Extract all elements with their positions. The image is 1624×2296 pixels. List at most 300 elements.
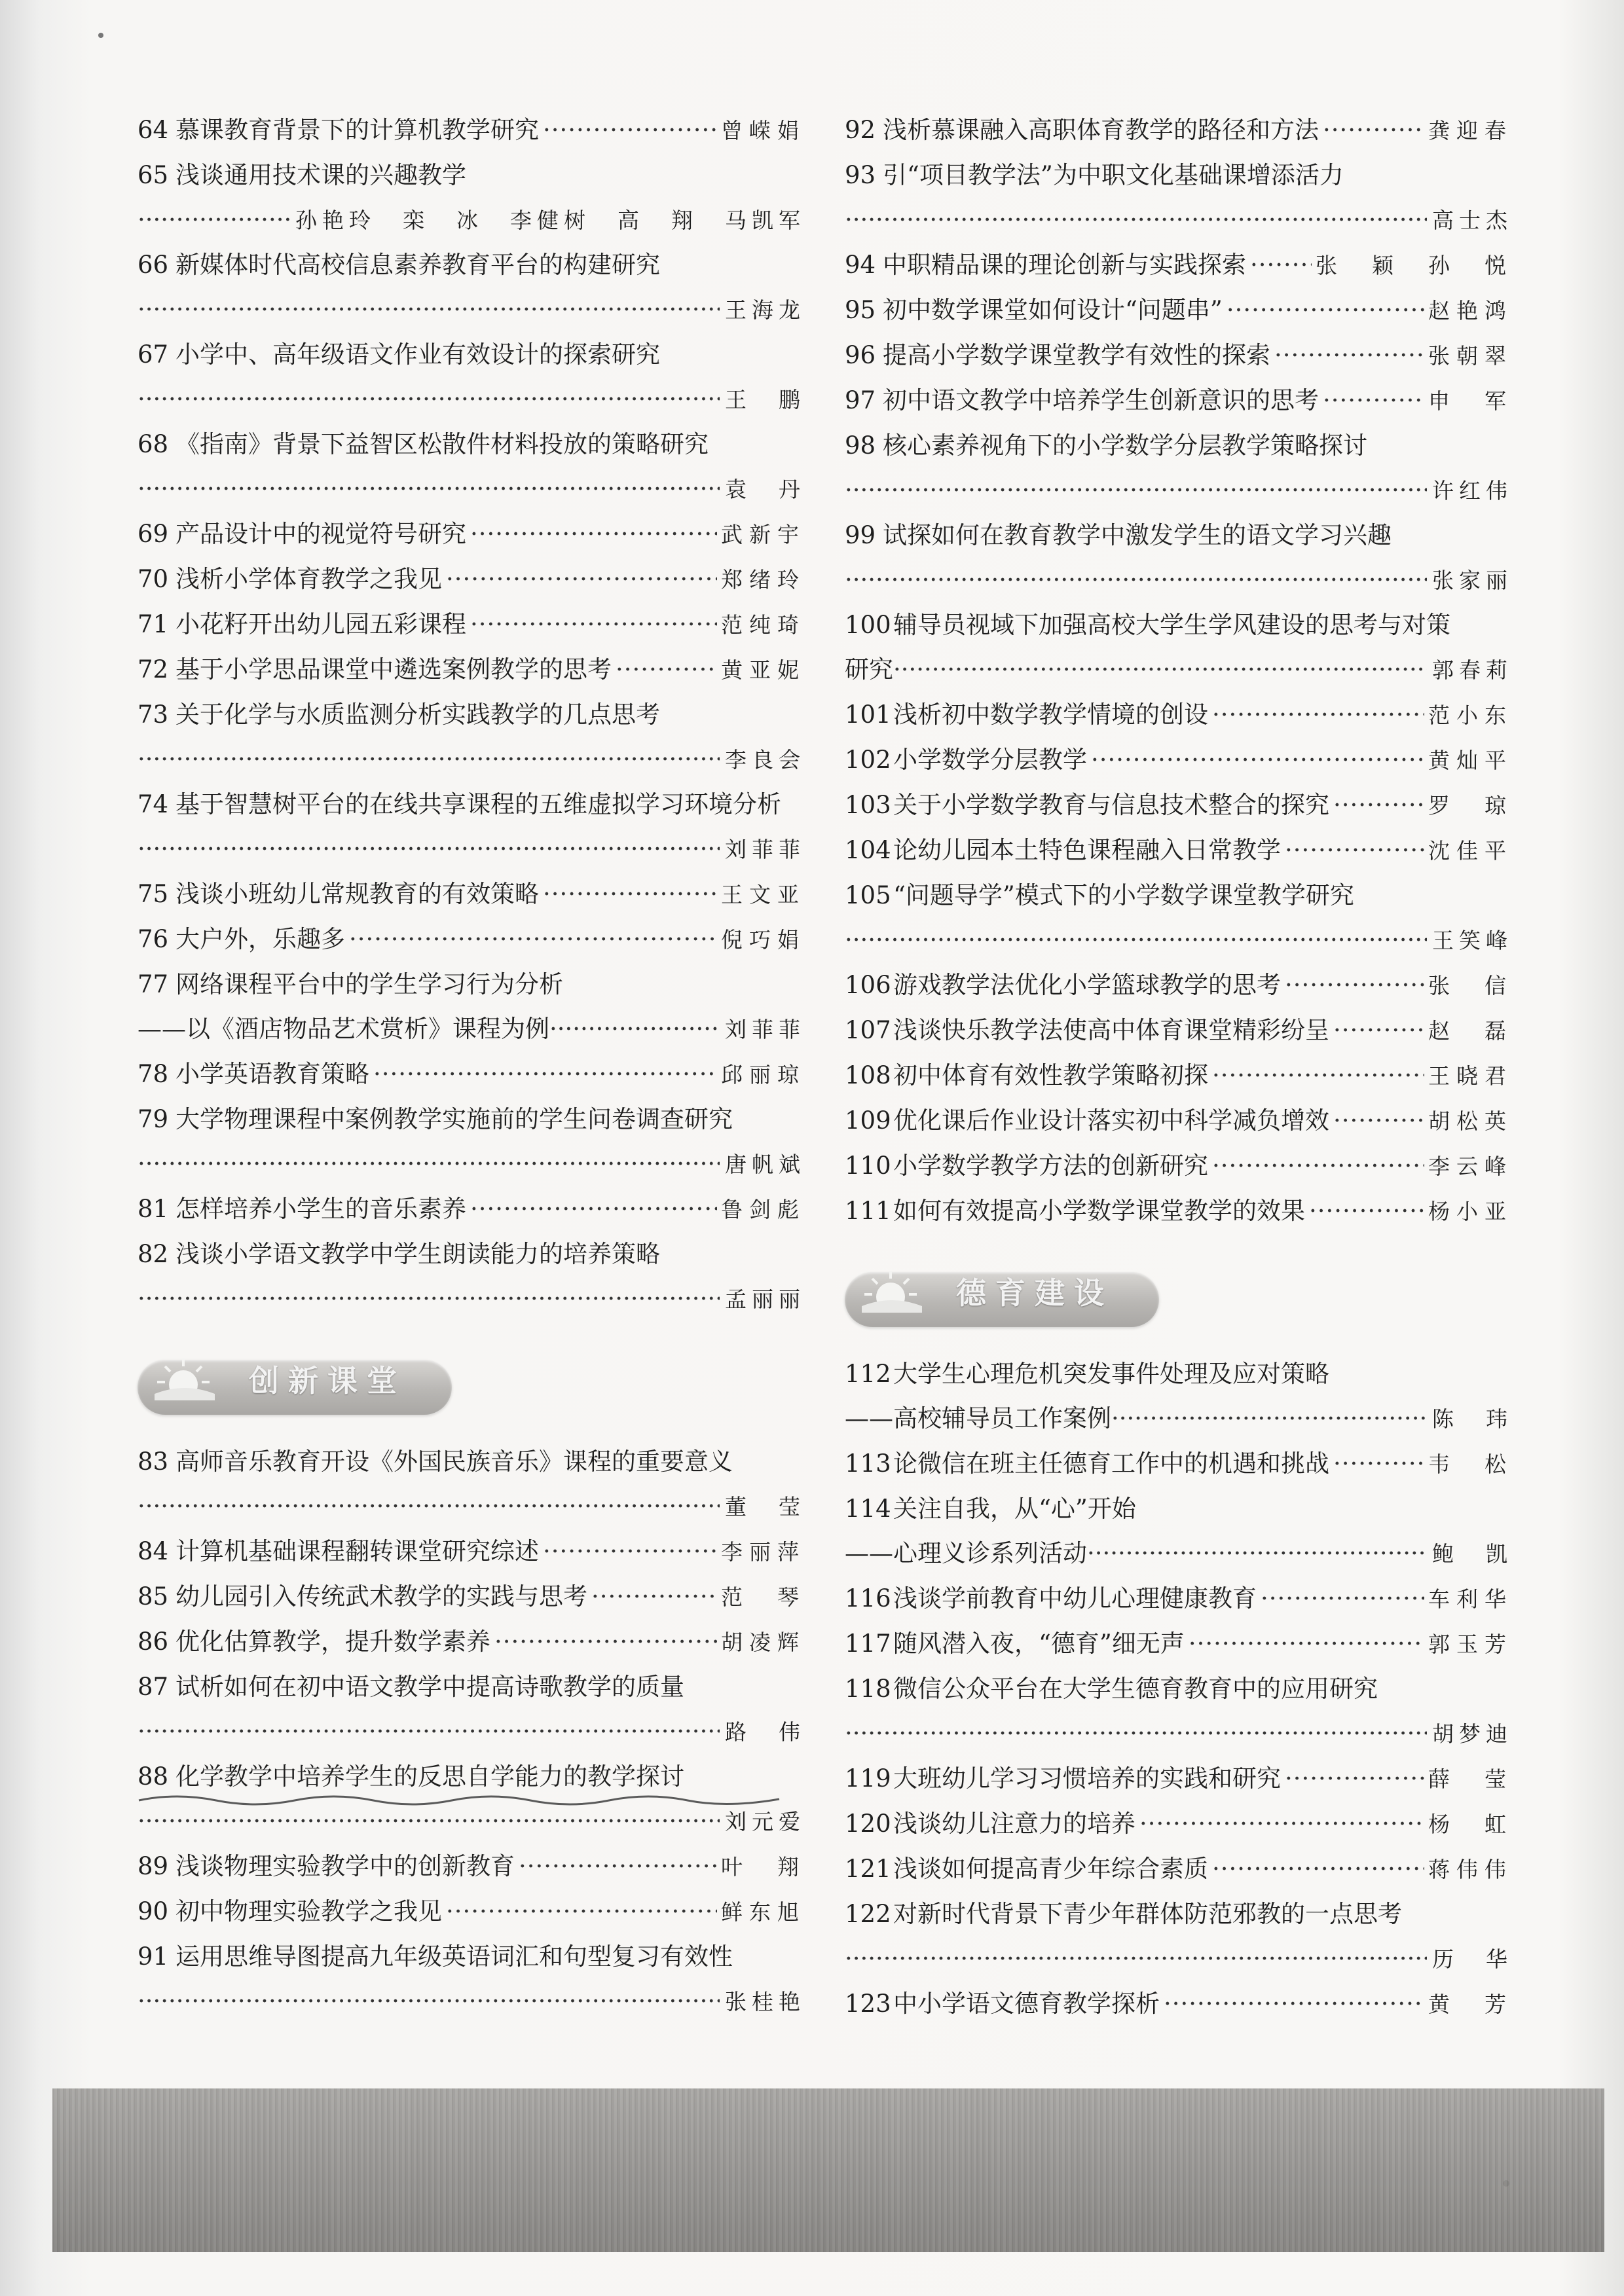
toc-row-continued: [845, 918, 1513, 963]
entry-number: 89: [138, 1852, 169, 1880]
toc-entry[interactable]: [138, 1889, 805, 1935]
toc-entry[interactable]: [138, 333, 805, 422]
toc-entry[interactable]: [845, 1144, 1513, 1189]
toc-row: [845, 288, 1513, 333]
leader-dots: [1139, 1802, 1424, 1846]
entry-title-wrap: [845, 783, 1329, 828]
toc-entry[interactable]: [845, 153, 1513, 243]
entry-title: 产品设计中的视觉符号研究: [175, 520, 466, 548]
entry-author: 陈 玮: [1432, 1406, 1513, 1432]
entry-title: “问题导学”模式下的小学数学课堂教学研究: [893, 881, 1354, 909]
entry-title: 提高小学数学课堂教学有效性的探索: [883, 341, 1270, 369]
leader-dots: [1111, 1396, 1427, 1441]
toc-row: [845, 1982, 1513, 2027]
right-entries-group: [845, 1352, 1513, 2027]
toc-row: [138, 1665, 805, 1709]
entry-title-wrap: [138, 1575, 587, 1619]
toc-entry[interactable]: [845, 1802, 1513, 1847]
toc-entry[interactable]: [138, 1232, 805, 1322]
toc-entry[interactable]: [138, 1620, 805, 1665]
toc-entry[interactable]: [138, 1575, 805, 1620]
entry-number: 84: [138, 1537, 169, 1565]
entry-number: 121: [845, 1855, 891, 1883]
scan-speck: [98, 33, 103, 38]
entry-number: 118: [845, 1675, 891, 1703]
toc-row-continued: [138, 287, 805, 333]
leader-dots: [1164, 1982, 1424, 2026]
toc-entry[interactable]: [138, 153, 805, 243]
entry-author: 范小东: [1428, 702, 1513, 728]
entry-title-wrap: [138, 872, 539, 917]
leader-dots: [1212, 693, 1424, 737]
entry-title-wrap: [138, 1844, 515, 1889]
leader-dots: [845, 1711, 1427, 1756]
toc-entry[interactable]: [138, 1097, 805, 1187]
toc-entry[interactable]: [138, 512, 805, 557]
leader-dots: [543, 872, 717, 917]
toc-row: [138, 1935, 805, 1979]
toc-entry[interactable]: [845, 1487, 1513, 1576]
toc-row: [845, 333, 1513, 378]
leader-dots: [1261, 1576, 1424, 1621]
toc-row: [138, 422, 805, 467]
entry-title-wrap: [845, 1847, 1208, 1891]
toc-entry[interactable]: [845, 243, 1513, 288]
entry-author: 王晓君: [1428, 1063, 1513, 1089]
entry-number: 119: [845, 1764, 891, 1793]
toc-row: [845, 513, 1513, 558]
toc-row: [845, 1189, 1513, 1234]
entry-title: 引“项目教学法”为中职文化基础课增添活力: [883, 161, 1344, 189]
toc-entry[interactable]: [845, 1053, 1513, 1099]
toc-entry[interactable]: [138, 1844, 805, 1889]
toc-entry[interactable]: [138, 693, 805, 782]
toc-row: [845, 1053, 1513, 1099]
entry-author: 胡松英: [1428, 1108, 1513, 1134]
entry-title: 基于智慧树平台的在线共享课程的五维虚拟学习环境分析: [175, 790, 781, 818]
entry-title-wrap: [845, 378, 1319, 423]
entry-title: 大班幼儿学习习惯培养的实践和研究: [893, 1764, 1281, 1793]
entry-number: 93: [845, 161, 876, 189]
entry-title: 浅谈快乐教学法使高中体育课堂精彩纷呈: [893, 1016, 1329, 1044]
leader-dots: [549, 1007, 720, 1051]
toc-entry[interactable]: [845, 603, 1513, 693]
entry-title-wrap: [845, 693, 1208, 737]
toc-entry[interactable]: [138, 108, 805, 153]
entry-number: 101: [845, 701, 891, 729]
toc-entry[interactable]: [845, 828, 1513, 873]
entry-number: 104: [845, 836, 891, 864]
entry-title-wrap: [845, 828, 1281, 873]
toc-entry[interactable]: [138, 602, 805, 647]
toc-row: [138, 153, 805, 198]
toc-entry[interactable]: [138, 872, 805, 917]
toc-entry[interactable]: [138, 1187, 805, 1232]
entry-title: 小花籽开出幼儿园五彩课程: [175, 610, 466, 638]
entry-author: 杨 虹: [1428, 1812, 1513, 1837]
entry-author: 刘元爱: [725, 1809, 805, 1834]
entry-title: 中小学语文德育教学探析: [893, 1990, 1160, 2018]
entry-author: 李丽萍: [721, 1539, 805, 1565]
entry-number: 123: [845, 1990, 891, 2018]
leader-dots: [1189, 1622, 1424, 1666]
toc-row-continued: [845, 198, 1513, 243]
entry-author: 董 莹: [725, 1494, 805, 1520]
leader-dots: [1212, 1847, 1424, 1891]
entry-title: 大学生心理危机突发事件处理及应对策略: [893, 1360, 1329, 1388]
toc-row: [845, 108, 1513, 153]
right-entries-group: [845, 108, 1513, 1234]
toc-row: [845, 1442, 1513, 1487]
leader-dots: [845, 558, 1427, 602]
toc-row: [845, 1099, 1513, 1144]
toc-row-continued: [845, 1396, 1513, 1442]
toc-row: [845, 153, 1513, 198]
entry-author: 张 信: [1428, 973, 1513, 998]
entry-title: 优化课后作业设计落实初中科学减负增效: [893, 1106, 1329, 1135]
entry-author: 赵艳鸿: [1428, 298, 1513, 323]
leader-dots: [845, 1937, 1427, 1981]
toc-entry[interactable]: [138, 1755, 805, 1844]
toc-entry[interactable]: [138, 1440, 805, 1529]
toc-entry[interactable]: [845, 513, 1513, 603]
entry-author: 倪巧娟: [721, 927, 805, 953]
toc-entry[interactable]: [845, 1847, 1513, 1892]
entry-number: 112: [845, 1360, 891, 1388]
leader-dots: [1333, 783, 1424, 828]
toc-entry[interactable]: [138, 422, 805, 512]
entry-number: 120: [845, 1810, 891, 1838]
entry-title: 浅析初中数学教学情境的创设: [893, 701, 1208, 729]
entry-title: 浅谈通用技术课的兴趣教学: [175, 161, 466, 189]
toc-row: [138, 1440, 805, 1484]
leader-dots: [1274, 333, 1424, 378]
entry-number: 97: [845, 386, 876, 414]
entry-title: 网络课程平台中的学生学习行为分析: [175, 970, 563, 998]
entry-author: 张家丽: [1432, 568, 1513, 593]
entry-title: 大户外，乐趣多: [175, 925, 345, 953]
entry-number: 92: [845, 116, 876, 144]
toc-entry[interactable]: [845, 693, 1513, 738]
toc-entry[interactable]: [845, 378, 1513, 424]
toc-entry[interactable]: [845, 738, 1513, 783]
toc-row: [845, 243, 1513, 288]
entry-author: 黄 芳: [1428, 1992, 1513, 2017]
entry-author: 刘菲菲: [725, 837, 805, 862]
toc-row: [138, 1232, 805, 1277]
leader-dots: [1309, 1189, 1424, 1233]
entry-title-wrap: [138, 512, 466, 556]
leader-dots: [616, 647, 717, 692]
entry-author: 邱丽琼: [721, 1062, 805, 1087]
toc-row: [138, 602, 805, 647]
toc-entry[interactable]: [845, 1442, 1513, 1487]
entry-title-wrap: [845, 243, 1246, 287]
entry-title: 关注自我，从“心”开始: [893, 1495, 1136, 1523]
entry-number: 66: [138, 251, 169, 279]
toc-entry[interactable]: [845, 1667, 1513, 1757]
entry-title-wrap: [845, 1982, 1160, 2026]
entry-subtitle: ——高校辅导员工作案例: [845, 1404, 1111, 1432]
toc-row-continued: [138, 1709, 805, 1755]
toc-row: [845, 424, 1513, 468]
entry-title: 随风潜入夜，“德育”细无声: [893, 1630, 1185, 1658]
entry-number: 96: [845, 341, 876, 369]
entry-title: 运用思维导图提高九年级英语词汇和句型复习有效性: [175, 1942, 733, 1971]
entry-title-wrap: [138, 647, 612, 692]
entry-title: 论幼儿园本土特色课程融入日常教学: [893, 836, 1281, 864]
entry-author: 郭玉芳: [1428, 1631, 1513, 1657]
entry-title-wrap: [845, 738, 1087, 782]
entry-title: 浅谈学前教育中幼儿心理健康教育: [893, 1584, 1257, 1613]
entry-subtitle: ——心理义诊系列活动: [845, 1539, 1087, 1567]
right-column: [845, 108, 1513, 2027]
section-title: 创新课堂: [249, 1363, 406, 1398]
entry-author: 申 军: [1428, 388, 1513, 414]
toc-row: [845, 828, 1513, 873]
entry-author: 蒋伟伟: [1428, 1857, 1513, 1882]
toc-entry[interactable]: [845, 108, 1513, 153]
toc-entry[interactable]: [138, 557, 805, 602]
entry-title: 对新时代背景下青少年群体防范邪教的一点思考: [893, 1900, 1402, 1928]
entry-title: 怎样培养小学生的音乐素养: [175, 1195, 466, 1223]
toc-entry[interactable]: [845, 333, 1513, 378]
entry-author: 王海龙: [725, 297, 805, 323]
entry-title-wrap: [845, 1053, 1208, 1098]
toc-entry[interactable]: [845, 873, 1513, 963]
leader-dots: [1333, 1099, 1424, 1143]
leader-dots: [1087, 1531, 1427, 1576]
entry-author: 沈佳平: [1428, 838, 1513, 864]
toc-row-continued: [845, 1937, 1513, 1982]
toc-row: [845, 963, 1513, 1008]
entry-number: 86: [138, 1628, 169, 1656]
entry-author: 赵 磊: [1428, 1018, 1513, 1044]
toc-entry[interactable]: [138, 1935, 805, 2024]
entry-number: 70: [138, 565, 169, 593]
toc-entry[interactable]: [138, 1529, 805, 1575]
leader-dots: [845, 468, 1427, 513]
entry-author: 胡梦迪: [1432, 1721, 1513, 1747]
entry-author: 孟丽丽: [725, 1286, 805, 1312]
entry-title: 辅导员视域下加强高校大学生学风建设的思考与对策: [893, 611, 1450, 639]
entry-number: 110: [845, 1152, 891, 1180]
entry-number: 75: [138, 880, 169, 908]
toc-row: [845, 603, 1513, 647]
sunrise-icon: [859, 1266, 925, 1313]
entry-author: 张朝翠: [1428, 343, 1513, 369]
entry-title-wrap: [138, 602, 466, 647]
entry-number: 81: [138, 1195, 169, 1223]
toc-entry[interactable]: [845, 1008, 1513, 1053]
leader-dots: [138, 377, 720, 422]
leader-dots: [1212, 1053, 1424, 1098]
toc-row: [845, 783, 1513, 828]
entry-author: 刘菲菲: [725, 1017, 805, 1042]
leader-dots: [1285, 963, 1424, 1008]
toc-entry[interactable]: [138, 243, 805, 333]
entry-title: 《指南》背景下益智区松散件材料投放的策略研究: [175, 430, 709, 458]
toc-entry[interactable]: [845, 1189, 1513, 1234]
entry-author: 曾嵘娟: [721, 118, 805, 143]
toc-entry[interactable]: [845, 1099, 1513, 1144]
entry-number: 83: [138, 1448, 169, 1476]
toc-row: [845, 873, 1513, 918]
entry-author: 张桂艳: [725, 1989, 805, 2014]
entry-author: 孙艳玲 栾 冰 李健树 高 翔 马凯军: [295, 208, 805, 233]
toc-row: [138, 1529, 805, 1575]
toc-row: [845, 1144, 1513, 1189]
entry-title-wrap: [138, 1052, 369, 1097]
toc-row: [138, 243, 805, 287]
toc-entry[interactable]: [845, 1892, 1513, 1982]
entry-number: 71: [138, 610, 169, 638]
entry-title-wrap: [138, 1620, 490, 1664]
entry-title: 如何有效提高小学数学课堂教学的效果: [893, 1197, 1305, 1225]
entry-author: 叶 翔: [721, 1854, 805, 1880]
leader-dots: [1285, 828, 1424, 873]
page-footer-band: [52, 2088, 1604, 2252]
entry-title-wrap: [845, 333, 1270, 378]
entry-number: 122: [845, 1900, 891, 1928]
toc-row-continued: [845, 558, 1513, 603]
toc-entry[interactable]: [138, 647, 805, 693]
toc-row-continued: [138, 1277, 805, 1322]
leader-dots: [138, 287, 720, 332]
entry-author: 高士杰: [1432, 208, 1513, 233]
entry-title-wrap: [845, 1099, 1329, 1143]
entry-author: 黄亚妮: [721, 657, 805, 683]
entry-number: 68: [138, 430, 169, 458]
entry-author: 韦 松: [1428, 1451, 1513, 1477]
entry-title: 初中体育有效性教学策略初探: [893, 1061, 1208, 1089]
entry-number: 91: [138, 1942, 169, 1971]
toc-entry[interactable]: [845, 424, 1513, 513]
toc-row: [845, 738, 1513, 783]
toc-row: [845, 378, 1513, 424]
entry-title: 浅谈如何提高青少年综合素质: [893, 1855, 1208, 1883]
toc-row-continued: [845, 468, 1513, 513]
entry-title: 计算机基础课程翻转课堂研究综述: [175, 1537, 539, 1565]
toc-row: [845, 1576, 1513, 1622]
leader-dots: [1333, 1442, 1424, 1486]
entry-number: 85: [138, 1582, 169, 1611]
entry-author: 袁 丹: [725, 477, 805, 502]
entry-title: 优化估算教学，提升数学素养: [175, 1628, 490, 1656]
entry-number: 117: [845, 1630, 891, 1658]
entry-title: 浅析慕课融入高职体育教学的路径和方法: [883, 116, 1319, 144]
toc-entry[interactable]: [845, 1757, 1513, 1802]
toc-row: [138, 1575, 805, 1620]
leader-dots: [138, 198, 290, 242]
toc-row: [138, 917, 805, 962]
toc-row: [138, 872, 805, 917]
entry-author: 鲜东旭: [721, 1899, 805, 1925]
leader-dots: [138, 467, 720, 511]
entry-title: 小学数学教学方法的创新研究: [893, 1152, 1208, 1180]
entry-author: 李良会: [725, 747, 805, 773]
entry-title: 基于小学思品课堂中遴选案例教学的思考: [175, 655, 612, 683]
entry-author: 历 华: [1432, 1946, 1513, 1972]
toc-row-continued: [138, 1979, 805, 2024]
toc-entry[interactable]: [138, 917, 805, 962]
entry-author: 武新宇: [721, 522, 805, 547]
section-title: 德育建设: [956, 1275, 1113, 1311]
entry-title: 新媒体时代高校信息素养教育平台的构建研究: [175, 251, 660, 279]
leader-dots: [1323, 108, 1424, 153]
entry-title-wrap: [138, 108, 539, 153]
leader-dots: [1285, 1757, 1424, 1801]
entry-number: 95: [845, 296, 876, 324]
entry-author: 鲍 凯: [1432, 1541, 1513, 1567]
entry-title-wrap: [845, 1802, 1135, 1846]
toc-row: [138, 333, 805, 377]
toc-row: [138, 1052, 805, 1097]
toc-entry[interactable]: [845, 1622, 1513, 1667]
sunrise-icon: [152, 1353, 217, 1400]
toc-entry[interactable]: [845, 288, 1513, 333]
leader-dots: [494, 1620, 717, 1664]
leader-dots: [349, 917, 717, 962]
entry-number: 73: [138, 701, 169, 729]
leader-dots: [591, 1575, 717, 1619]
toc-row: [845, 1847, 1513, 1892]
left-column: [138, 108, 805, 2024]
section-header-moral: [845, 1260, 1513, 1339]
toc-row: [138, 1620, 805, 1665]
entry-title-wrap: [845, 1757, 1281, 1801]
toc-entry[interactable]: [138, 1052, 805, 1097]
entry-title-wrap: [845, 288, 1223, 333]
entry-author: 张 颖 孙 悦: [1316, 253, 1513, 278]
toc-entry[interactable]: [138, 1665, 805, 1755]
toc-entry[interactable]: [138, 782, 805, 872]
entry-title: 中职精品课的理论创新与实践探索: [883, 251, 1246, 279]
toc-row-continued: [138, 1142, 805, 1187]
toc-entry[interactable]: [845, 783, 1513, 828]
toc-row: [138, 782, 805, 827]
entry-number: 72: [138, 655, 169, 683]
toc-entry[interactable]: [845, 1352, 1513, 1442]
entry-subtitle: 研究: [845, 655, 893, 683]
toc-entry[interactable]: [845, 963, 1513, 1008]
toc-entry[interactable]: [138, 962, 805, 1052]
toc-row: [138, 647, 805, 693]
toc-entry[interactable]: [845, 1982, 1513, 2027]
leader-dots: [138, 827, 720, 871]
toc-row: [845, 1622, 1513, 1667]
toc-row: [845, 1757, 1513, 1802]
entry-author: 鲁剑彪: [721, 1197, 805, 1222]
entry-title: 小学英语教育策略: [175, 1060, 369, 1088]
leader-dots: [893, 647, 1427, 692]
toc-row: [138, 512, 805, 557]
entry-author: 范纯琦: [721, 612, 805, 638]
entry-number: 98: [845, 431, 876, 460]
toc-row-continued: [138, 1484, 805, 1529]
toc-entry[interactable]: [845, 1576, 1513, 1622]
entry-author: 路 伟: [725, 1719, 805, 1745]
leader-dots: [446, 557, 717, 602]
leader-dots: [138, 1709, 720, 1754]
leader-dots: [138, 1142, 720, 1186]
entry-title: 初中数学课堂如何设计“问题串”: [883, 296, 1223, 324]
entry-title: 浅析小学体育教学之我见: [175, 565, 442, 593]
toc-row-continued: [845, 1711, 1513, 1757]
entry-number: 88: [138, 1762, 169, 1791]
leader-dots: [1333, 1008, 1424, 1053]
entry-author: 杨小亚: [1428, 1199, 1513, 1224]
